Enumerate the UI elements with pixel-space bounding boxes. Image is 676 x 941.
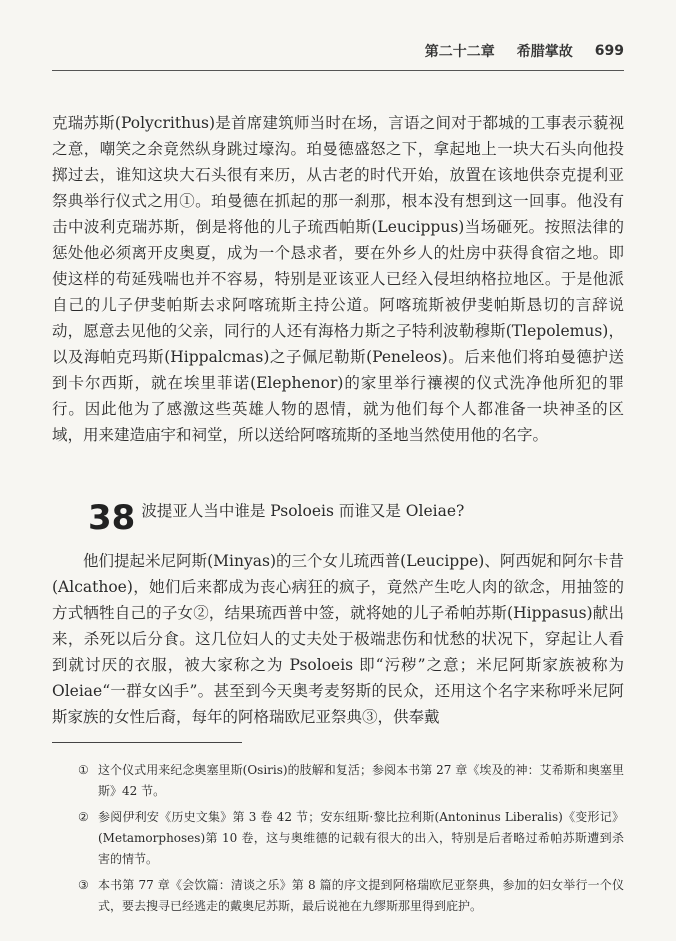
header-divider (52, 70, 624, 71)
page-number: 699 (594, 43, 624, 59)
footnote-marker: ① (78, 763, 89, 777)
body-paragraph-1: 克瑞苏斯(Polycrithus)是首席建筑师当时在场，言语之间对于都城的工事表示藐视之意，嘲笑之余竟然纵身跳过壕沟。珀曼德盛怒之下，拿起地上一块大石头向他投掷过去，谁知这块大石头很有来历，从古老的时代开始，放置在该地供奈克提利亚祭典举行仪式之用①。珀曼德在抓起的那一刹那，根本没有想到这一回事。他没有击中波利克瑞苏斯，倒是将他的儿子琉西帕斯(Leucippus)当场砸死。按照法律的惩处他必须离开皮奥夏，成为一个恳求者，要在外乡人的灶房中获得食宿之地。即使这样的苟延残喘也并不容易，特别是亚该亚人已经入侵坦纳格拉地区。于是他派自己的儿子伊斐帕斯去求阿喀琉斯主持公道。阿喀琉斯被伊斐帕斯恳切的言辞说动，愿意去见他的父亲，同行的人还有海格力斯之子特利波勒穆斯(Tlepolemus)，以及海帕克玛斯(Hippalcmas)之子佩尼勒斯(Peneleos)。后来他们将珀曼德护送到卡尔西斯，就在埃里菲诺(Elephenor)的家里举行禳禊的仪式洗净他所犯的罪行。因此他为了感激这些英雄人物的恩情，就为他们每个人都准备一块神圣的区域，用来建造庙宇和祠堂，所以送给阿喀琉斯的圣地当然使用他的名字。 (52, 114, 624, 444)
footnote-list (52, 760, 624, 922)
section-title: 波提亚人当中谁是 Psoloeis 而谁又是 Oleiae? (141, 502, 465, 520)
running-header (52, 36, 624, 66)
chapter-label: 第二十二章 (424, 44, 495, 60)
footnote-2 (52, 807, 624, 870)
section-number: 38 (88, 498, 136, 538)
footnote-3 (52, 875, 624, 917)
footnote-text: 本书第 77 章《会饮篇：清谈之乐》第 8 篇的序文提到阿格瑞欧尼亚祭典，参加的妇女举行一个仪式，要去搜寻已经逃走的戴奥尼苏斯，最后说祂在九缪斯那里得到庇护。 (98, 878, 624, 913)
section-heading (88, 495, 465, 538)
footnote-text: 参阅伊利安《历史文集》第 3 卷 42 节；安东纽斯·黎比拉利斯(Antoninus Liberalis)《变形记》(Metamorphoses)第 10 卷，这与奥维德的记载有很大的出入，特别是后者略过希帕苏斯遭到杀害的情节。 (98, 810, 624, 866)
footnote-1 (52, 760, 624, 802)
body-paragraph-2: 他们提起米尼阿斯(Minyas)的三个女儿琉西普(Leucippe)、阿西妮和阿尔卡昔(Alcathoe)，她们后来都成为丧心病狂的疯子，竟然产生吃人肉的欲念，用抽签的方式牺牲自己的子女②，结果琉西普中签，就将她的儿子希帕苏斯(Hippasus)献出来，杀死以后分食。这几位妇人的丈夫处于极端悲伤和忧愁的状况下，穿起让人看到就讨厌的衣服，被大家称之为 Psoloeis 即“污秽”之意；米尼阿斯家族被称为 Oleiae“一群女凶手”。甚至到今天奥考麦努斯的民众，还用这个名字来称呼米尼阿斯家族的女性后裔，每年的阿格瑞欧尼亚祭典③，供奉戴 (52, 552, 624, 726)
footnote-marker: ③ (78, 878, 89, 892)
footnote-divider (52, 742, 242, 743)
footnote-text: 这个仪式用来纪念奥塞里斯(Osiris)的肢解和复活；参阅本书第 27 章《埃及的神：艾希斯和奥塞里斯》42 节。 (98, 763, 624, 798)
chapter-title: 希腊掌故 (516, 44, 573, 60)
footnote-marker: ② (78, 810, 89, 824)
